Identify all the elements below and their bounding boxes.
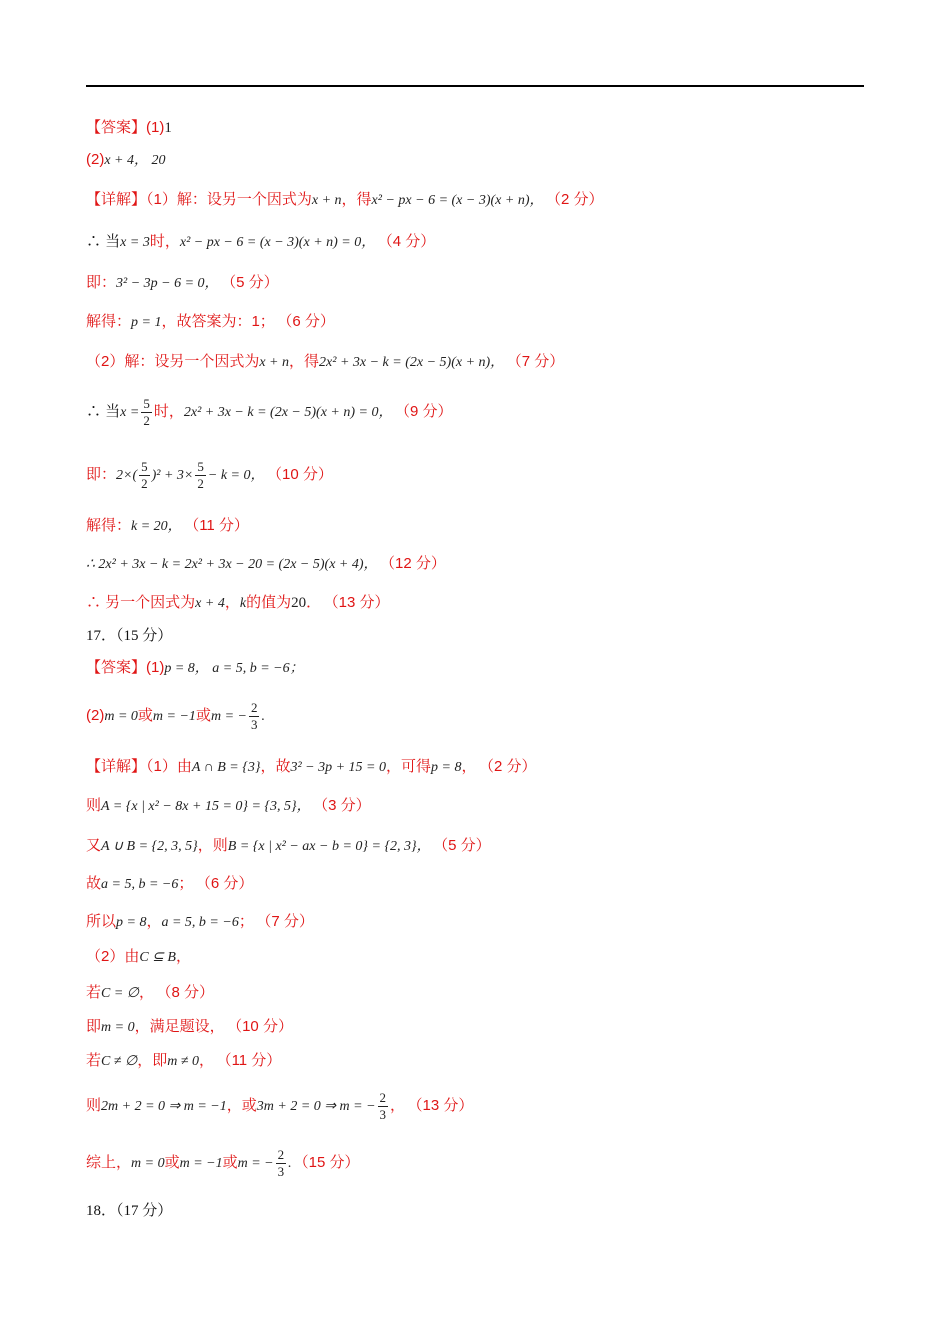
detail-line-9: ∴ 2x² + 3x − k = 2x² + 3x − 20 = (2x − 5)(x + 4)， （12 分） — [86, 555, 446, 572]
detail17-line-4: 故a = 5, b = −6； （6 分） — [86, 875, 254, 892]
detail-line-10: ∴ 另一个因式为x + 4，k的值为20． （13 分） — [86, 594, 390, 611]
detail-line-5: （2）解：设另一个因式为x + n，得2x² + 3x − k = (2x − 5)(x + n)， （7 分） — [86, 353, 565, 370]
detail-line-4: 解得：p = 1，故答案为：1； （6 分） — [86, 313, 335, 330]
detail-line-2: ∴ 当x = 3时，x² − px − 6 = (x − 3)(x + n) = 0， （4 分） — [86, 233, 436, 250]
detail17-line-2: 则A = {x | x² − 8x + 15 = 0} = {3, 5}， （3 分） — [86, 797, 371, 814]
problem-18-heading: 18．（17 分） — [86, 1203, 173, 1219]
detail-line-7: 即：2×( $\frac{5}{2}$ )² + 3× $\frac{5}{2}$ − k = 0， （10 分） — [86, 458, 333, 491]
detail17-line-7: 若C = ∅， （8 分） — [86, 984, 215, 1001]
detail17-line-6: （2）由C ⊆ B， — [86, 948, 191, 965]
answer-line-17: 【答案】(1)p = 8， a = 5, b = −6； — [86, 659, 304, 676]
detail17-line-3: 又A ∪ B = {2, 3, 5}，则B = {x | x² − ax − b = 0} = {2, 3}， （5 分） — [86, 837, 491, 854]
detail17-line-8: 即m = 0，满足题设， （10 分） — [86, 1018, 293, 1035]
answer-line-16: 【答案】(1)1 — [86, 119, 172, 136]
fraction: $\frac{5}{2}$ — [143, 395, 150, 428]
fraction: $\frac{5}{2}$ — [141, 458, 148, 491]
header-rule — [86, 85, 864, 87]
problem-17-heading: 17．（15 分） — [86, 628, 173, 644]
detail-line-6: ∴ 当x = $\frac{5}{2}$ 时，2x² + 3x − k = (2x − 5)(x + n) = 0， （9 分） — [86, 395, 453, 428]
detail17-line-5: 所以p = 8，a = 5, b = −6； （7 分） — [86, 913, 314, 930]
fraction: $\frac{5}{2}$ — [197, 458, 204, 491]
fraction: $\frac{2}{3}$ — [250, 699, 258, 732]
detail17-line-1: 【详解】（1）由A ∩ B = {3}，故3² − 3p + 15 = 0，可得p = 8， （2 分） — [86, 758, 537, 775]
detail-line-1: 【详解】（1）解：设另一个因式为x + n，得x² − px − 6 = (x − 3)(x + n)， （2 分） — [86, 191, 604, 208]
detail-line-3: 即：3² − 3p − 6 = 0， （5 分） — [86, 274, 279, 291]
answer2-line-17: (2)m = 0或m = −1或m = − $\frac{2}{3}$ . — [86, 699, 265, 732]
fraction: $\frac{2}{3}$ — [379, 1089, 387, 1122]
detail-line-8: 解得：k = 20， （11 分） — [86, 517, 249, 534]
detail17-line-11: 综上，m = 0或m = −1或m = − $\frac{2}{3}$ . （15 分） — [86, 1146, 360, 1179]
answer2-line-16: (2)x + 4， 20 — [86, 151, 166, 168]
detail17-line-9: 若C ≠ ∅，即m ≠ 0， （11 分） — [86, 1052, 282, 1069]
fraction: $\frac{2}{3}$ — [277, 1146, 285, 1179]
detail17-line-10: 则2m + 2 = 0 ⇒ m = −1，或3m + 2 = 0 ⇒ m = − $\frac{2}{3}$ ， （13 分） — [86, 1089, 474, 1122]
